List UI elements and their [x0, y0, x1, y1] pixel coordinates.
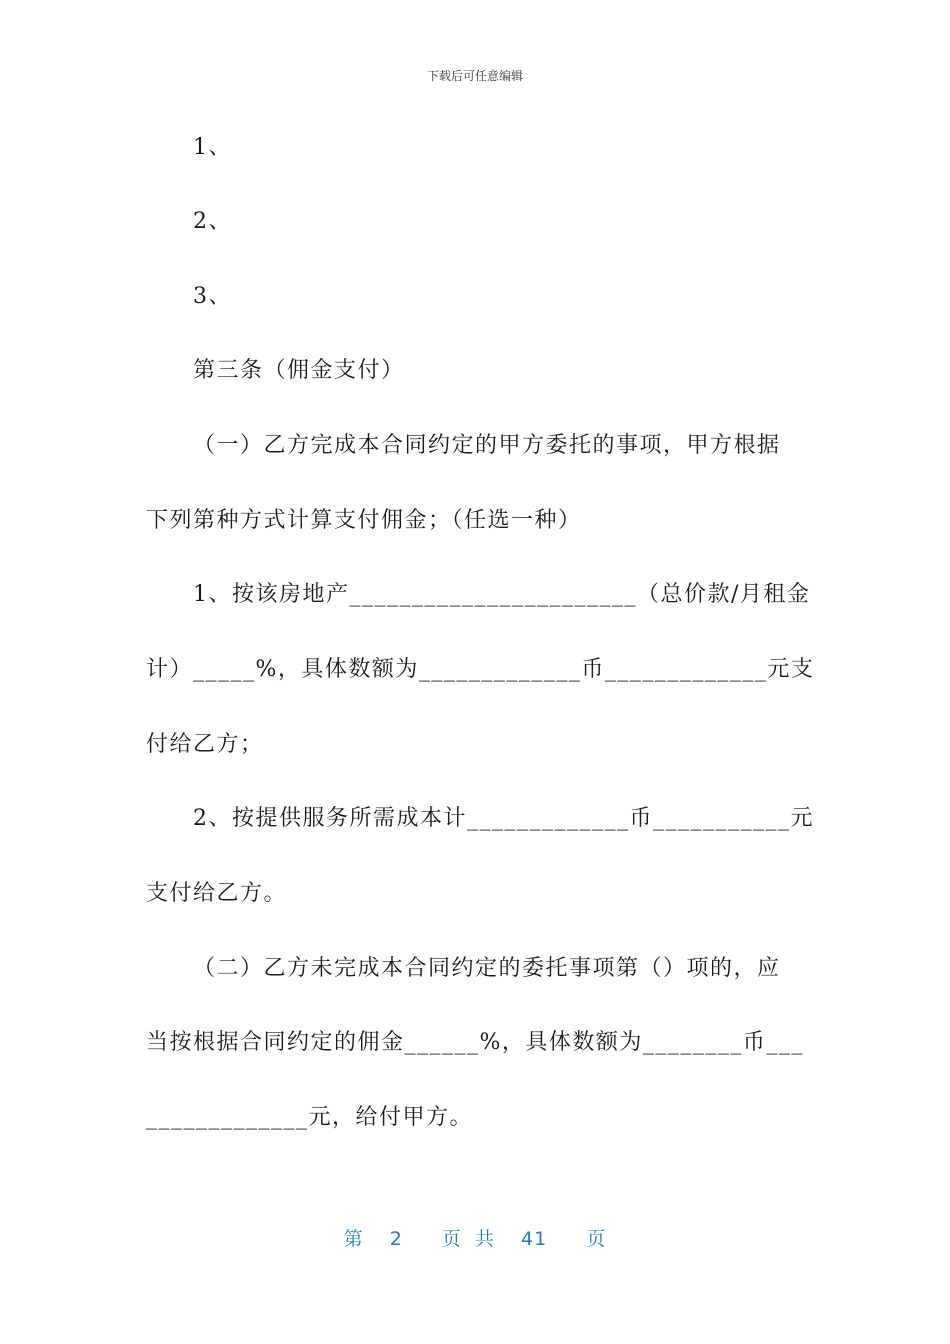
header-note: 下载后可任意编辑 — [426, 69, 523, 83]
paragraph-line: _____________元，给付甲方。 — [146, 1105, 474, 1130]
page-number-footer: 第 2 页 共 41 页 — [343, 1228, 607, 1250]
paragraph-line: 1、按该房地产_______________________（总价款/月租金 — [193, 582, 811, 607]
paragraph-line: 2、按提供服务所需成本计_____________币___________元 — [193, 806, 814, 831]
paragraph-line: 付给乙方； — [146, 732, 264, 757]
list-item: 2、 — [193, 209, 232, 234]
section-heading: 第三条（佣金支付） — [193, 358, 405, 383]
paragraph-line: （二）乙方未完成本合同约定的委托事项第（）项的，应 — [193, 956, 781, 981]
paragraph-line: 支付给乙方。 — [146, 881, 288, 906]
paragraph-line: 当按根据合同约定的佣金______%，具体数额为________币___ — [146, 1030, 804, 1055]
list-item: 3、 — [193, 284, 232, 309]
list-item: 1、 — [193, 135, 232, 160]
paragraph-line: （一）乙方完成本合同约定的甲方委托的事项，甲方根据 — [193, 433, 781, 458]
paragraph-line: 计）_____%，具体数额为_____________币_____________元支 — [146, 657, 815, 682]
paragraph-line: 下列第种方式计算支付佣金；（任选一种） — [146, 508, 582, 533]
